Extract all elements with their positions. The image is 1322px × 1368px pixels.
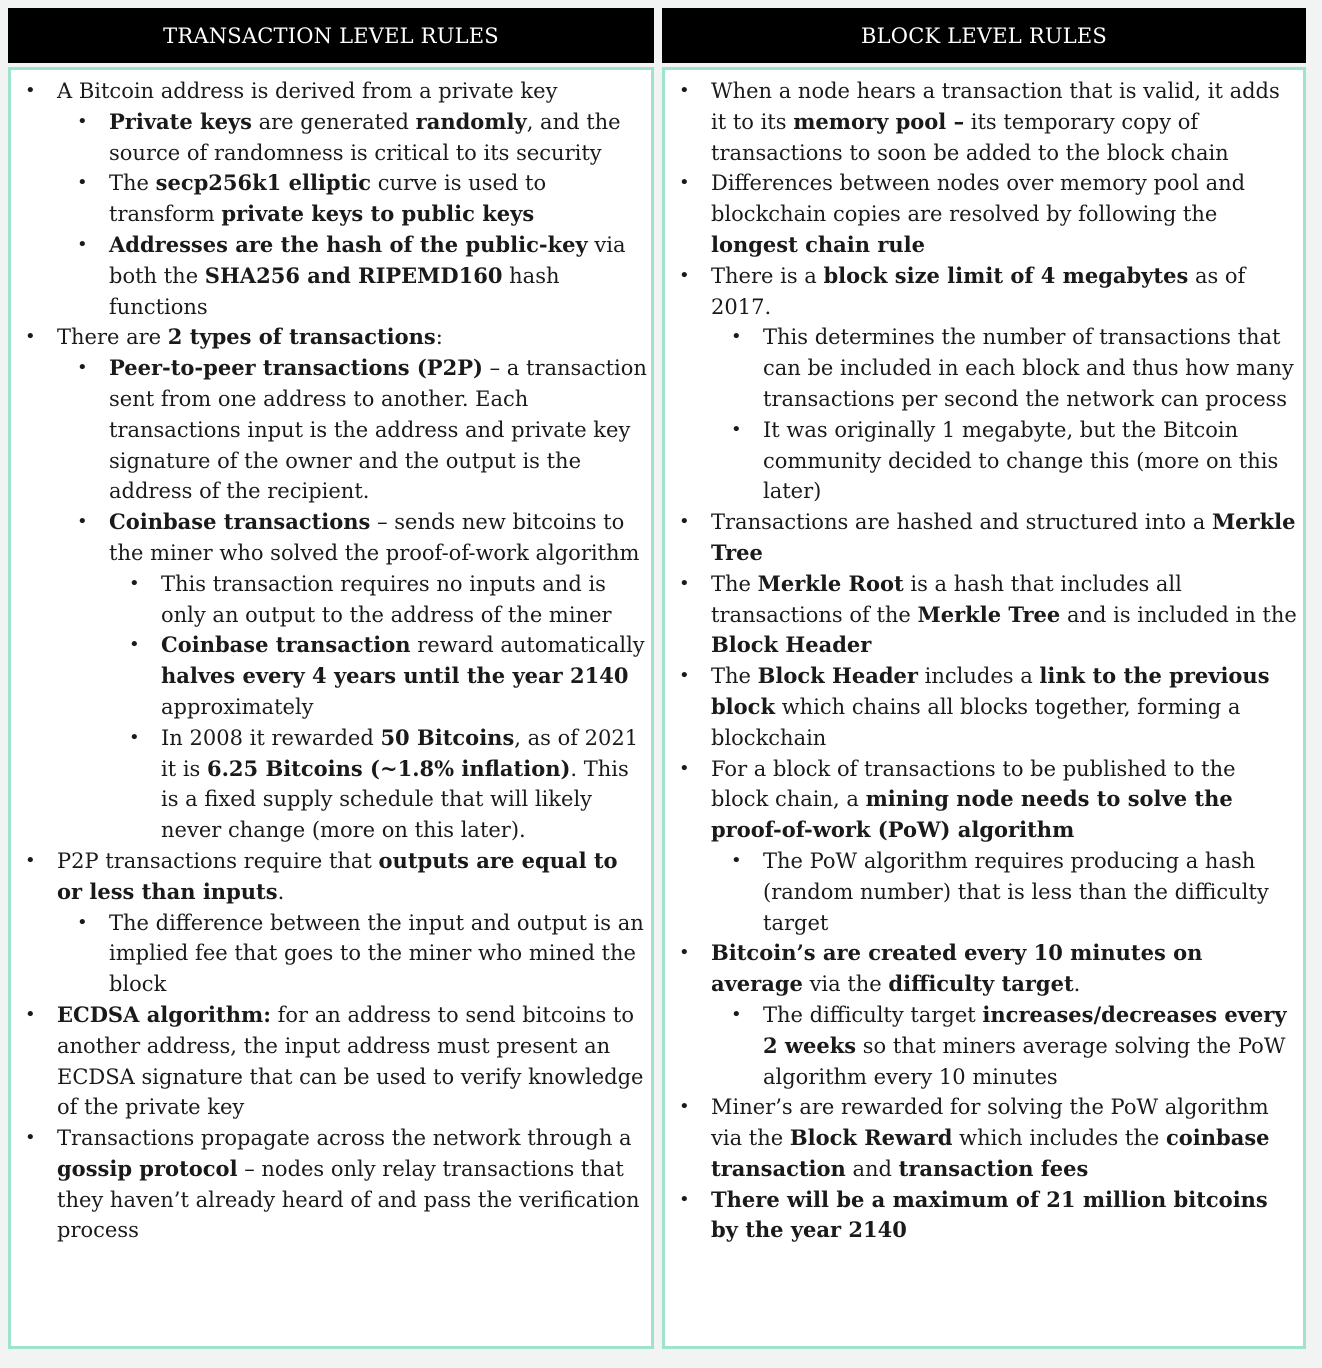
- sub-bullet-item: [711, 1000, 1299, 1092]
- bold-text: halves every 4 years until the year 2140: [161, 663, 629, 689]
- text: For a block of transactions to be published to the block chain, a: [711, 756, 1236, 812]
- text: When a node hears a transaction that is valid, it adds it to its: [711, 79, 1280, 134]
- text: includes a: [917, 664, 1040, 689]
- bold-text: Coinbase transaction: [161, 632, 411, 658]
- bullet-text: [57, 325, 443, 349]
- text: and is included in the: [1060, 602, 1297, 627]
- bullet-item: [665, 261, 1299, 507]
- sub-list: [57, 353, 647, 846]
- transaction-rules-column: [8, 8, 654, 1349]
- text: A Bitcoin address is derived from a private key: [57, 79, 558, 103]
- bullet-item: [665, 938, 1299, 1092]
- bold-text: mining node needs to solve the proof-of-work (PoW) algorithm: [711, 786, 1233, 843]
- text: so that miners average solving the PoW algorithm every 10 minutes: [763, 1033, 1286, 1089]
- bullet-text: [763, 418, 1278, 504]
- bullet-text: [161, 633, 645, 719]
- bold-text: block size limit of 4 megabytes: [823, 262, 1189, 288]
- block-rules-header: BLOCK LEVEL RULES: [662, 8, 1306, 63]
- bullet-text: [109, 911, 644, 997]
- text: – a transaction sent from one address to another. Each transactions input is the address and private key signature of the owner and the output is the address of the recipient.: [109, 356, 647, 504]
- bullet-text: [711, 757, 1236, 843]
- text: This transaction requires no inputs and is only an output to the address of the miner: [161, 571, 612, 627]
- text: hash functions: [109, 263, 560, 319]
- bold-text: There will be a maximum of 21 million bitcoins by the year 2140: [711, 1186, 1268, 1243]
- block-rules-box: [662, 67, 1306, 1349]
- bullet-text: [161, 726, 638, 842]
- text: It was originally 1 megabyte, but the Bitcoin community decided to change this (more on this later): [763, 417, 1279, 504]
- bullet-text: [57, 1003, 643, 1119]
- bullet-text: [711, 572, 1297, 658]
- bullet-text: [57, 1126, 640, 1242]
- text: – nodes only relay transactions that they haven’t already heard of and pass the verification process: [57, 1156, 640, 1243]
- bullet-text: [711, 941, 1202, 996]
- text: The: [711, 664, 758, 689]
- text: curve is used to transform: [109, 171, 547, 227]
- sub-bullet-item: [57, 230, 647, 322]
- bullet-text: [711, 1095, 1270, 1181]
- bold-text: secp256k1 elliptic: [155, 170, 372, 196]
- text: The difference between the input and output is an implied fee that goes to the miner who mined the block: [109, 910, 644, 997]
- bullet-item: [665, 1092, 1299, 1184]
- bold-text: Private keys: [109, 108, 252, 134]
- text: Miner’s are rewarded for solving the PoW algorithm via the: [711, 1095, 1269, 1151]
- bold-text: ECDSA algorithm:: [57, 1001, 271, 1027]
- bold-text: 6.25 Bitcoins (~1.8% inflation): [207, 755, 571, 781]
- sub-bullet-item: [57, 107, 647, 169]
- bold-text: gossip protocol: [57, 1155, 238, 1181]
- text: , and the source of randomness is critical to its security: [109, 109, 621, 165]
- bold-text: Block Header: [711, 632, 872, 658]
- bold-text: 50 Bitcoins: [380, 724, 515, 750]
- text: The PoW algorithm requires producing a hash (random number) that is less than the difficulty target: [763, 848, 1269, 935]
- bullet-item: [665, 168, 1299, 260]
- text: :: [435, 325, 443, 350]
- text: and: [845, 1156, 899, 1181]
- bullet-item: [11, 322, 647, 846]
- text: .: [277, 879, 285, 904]
- sub-bullet-item: [57, 168, 647, 230]
- sub-bullet-item: [711, 846, 1299, 938]
- sub-bullet-item: [57, 507, 647, 846]
- bold-text: randomly: [415, 108, 527, 134]
- sub-list: [57, 908, 647, 1000]
- text: There are: [57, 325, 168, 350]
- bold-text: private keys to public keys: [221, 201, 535, 227]
- bullet-text: [711, 1188, 1268, 1243]
- bullet-item: [11, 76, 647, 322]
- block-rules-column: [662, 8, 1306, 1349]
- text: The: [711, 571, 758, 596]
- bullet-text: [763, 1003, 1287, 1089]
- text: as of 2017.: [711, 263, 1246, 319]
- text: its temporary copy of transactions to soon be added to the block chain: [711, 109, 1229, 165]
- bullet-item: [665, 1185, 1299, 1247]
- bullet-text: [711, 510, 1296, 565]
- text: There is a: [711, 263, 824, 288]
- sub-bullet-item: [109, 569, 647, 631]
- bold-text: coinbase transaction: [711, 1125, 1270, 1181]
- text: reward automatically: [410, 633, 645, 658]
- text: Transactions propagate across the network through a: [57, 1126, 632, 1151]
- sub-list: [711, 322, 1299, 507]
- sub-bullet-item: [57, 353, 647, 507]
- bullet-item: [11, 1123, 647, 1246]
- bold-text: Addresses are the hash of the public-key: [109, 231, 588, 257]
- text: via both the: [109, 232, 626, 288]
- bullet-text: [109, 110, 621, 165]
- bold-text: memory pool –: [793, 108, 965, 134]
- transaction-rules-list: [11, 76, 647, 1246]
- sub-list: [57, 107, 647, 323]
- text: approximately: [161, 694, 314, 719]
- bullet-item: [665, 507, 1299, 569]
- bullet-text: [711, 171, 1245, 257]
- bold-text: Block Header: [757, 663, 918, 689]
- sub-list: [711, 1000, 1299, 1092]
- bullet-text: [57, 849, 618, 904]
- bold-text: Merkle Tree: [711, 509, 1296, 565]
- bullet-item: [665, 76, 1299, 168]
- bold-text: Merkle Root: [757, 570, 904, 596]
- text: for an address to send bitcoins to another address, the input address must present an ECDSA signature that can be used to verify knowledge of the private key: [57, 1002, 644, 1120]
- text: is a hash that includes all transactions of the: [711, 571, 1182, 627]
- bold-text: Coinbase transactions: [109, 509, 371, 535]
- transaction-rules-box: [8, 67, 654, 1349]
- bold-text: outputs are equal to or less than inputs: [57, 847, 618, 904]
- bold-text: longest chain rule: [711, 231, 926, 257]
- text: .: [1073, 972, 1081, 997]
- text: The difficulty target: [763, 1002, 983, 1027]
- bullet-text: [763, 849, 1269, 935]
- text: , as of 2021 it is: [161, 725, 639, 781]
- bullet-item: [665, 661, 1299, 753]
- bullet-text: [711, 79, 1280, 165]
- bold-text: Peer-to-peer transactions (P2P): [109, 355, 483, 381]
- bold-text: Block Reward: [789, 1125, 953, 1151]
- bold-text: Merkle Tree: [917, 601, 1061, 627]
- bold-text: increases/decreases every 2 weeks: [763, 1001, 1287, 1058]
- text: which includes the: [952, 1126, 1166, 1151]
- bullet-text: [161, 572, 612, 627]
- text: In 2008 it rewarded: [161, 725, 381, 750]
- bullet-item: [665, 754, 1299, 939]
- bold-text: SHA256 and RIPEMD160: [204, 262, 503, 288]
- text: The: [109, 171, 156, 196]
- bold-text: Bitcoin’s are created every 10 minutes on average: [711, 940, 1203, 997]
- bullet-text: [109, 510, 639, 565]
- transaction-rules-header: TRANSACTION LEVEL RULES: [8, 8, 654, 63]
- bullet-text: [109, 171, 546, 226]
- bullet-item: [11, 1000, 647, 1123]
- text: which chains all blocks together, forming a blockchain: [711, 694, 1241, 750]
- sub-bullet-item: [711, 322, 1299, 414]
- text: This determines the number of transactions that can be included in each block and thus how many transactions per second the network can process: [763, 325, 1294, 411]
- text: . This is a fixed supply schedule that will likely never change (more on this later).: [161, 756, 629, 843]
- text: – sends new bitcoins to the miner who solved the proof-of-work algorithm: [109, 510, 640, 565]
- sub-bullet-item: [57, 908, 647, 1000]
- bold-text: difficulty target: [888, 971, 1074, 997]
- text: Differences between nodes over memory pool and blockchain copies are resolved by following the: [711, 171, 1246, 227]
- bullet-text: [711, 664, 1270, 750]
- bullet-text: [763, 325, 1294, 411]
- bullet-text: [57, 79, 557, 103]
- sub-list: [711, 846, 1299, 938]
- block-rules-list: [665, 76, 1299, 1246]
- text: are generated: [251, 109, 416, 134]
- bullet-text: [711, 264, 1245, 319]
- bold-text: transaction fees: [898, 1155, 1089, 1181]
- bullet-item: [665, 569, 1299, 661]
- bullet-text: [109, 356, 647, 503]
- bullet-item: [11, 846, 647, 1000]
- sub-list: [109, 569, 647, 846]
- text: P2P transactions require that: [57, 848, 379, 873]
- bold-text: link to the previous block: [711, 663, 1270, 719]
- sub-bullet-item: [109, 723, 647, 846]
- bold-text: 2 types of transactions: [167, 324, 436, 350]
- sub-bullet-item: [711, 415, 1299, 507]
- sub-bullet-item: [109, 630, 647, 722]
- text: Transactions are hashed and structured into a: [711, 510, 1212, 535]
- text: via the: [802, 972, 889, 997]
- bullet-text: [109, 233, 625, 319]
